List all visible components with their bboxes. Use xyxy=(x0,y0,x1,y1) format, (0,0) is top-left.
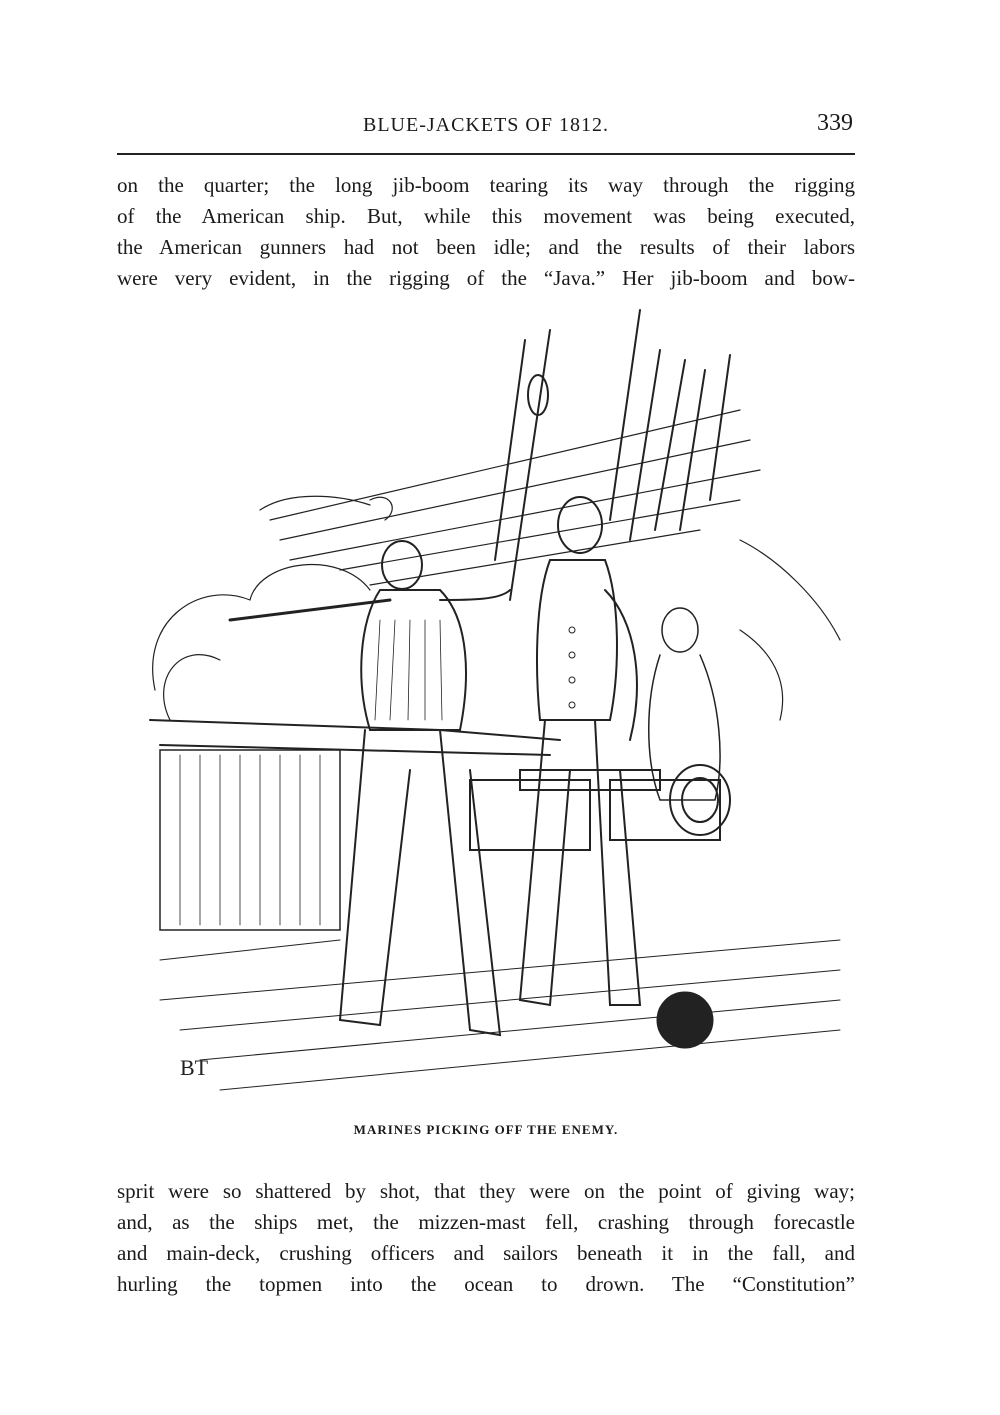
deck-planks xyxy=(160,940,840,1090)
running-head xyxy=(117,108,855,148)
smoke-clouds xyxy=(153,496,840,720)
text-line: hurling the topmen into the ocean to drown. The “Constitution” xyxy=(117,1272,855,1296)
header-rule xyxy=(117,153,855,155)
artist-monogram: BT xyxy=(180,1055,209,1080)
officer-standing-figure xyxy=(520,497,640,1005)
text-line: and, as the ships met, the mizzen-mast fell, crashing through forecastle xyxy=(117,1210,855,1234)
text-line: and main-deck, crushing officers and sailors beneath it in the fall, and xyxy=(117,1241,855,1265)
text-line: the American gunners had not been idle; and the results of their labors xyxy=(117,235,855,259)
text-line: sprit were so shattered by shot, that they were on the point of giving way; xyxy=(117,1179,855,1203)
cannonball xyxy=(657,992,713,1048)
page-number: 339 xyxy=(817,110,853,136)
illustration-marines xyxy=(140,300,860,1100)
engraving-drawing xyxy=(140,300,860,1100)
ship-bulwark xyxy=(150,720,560,930)
text-line: on the quarter; the long jib-boom tearing its way through the rigging xyxy=(117,173,855,197)
rigging-lines xyxy=(495,310,730,600)
running-title: BLUE-JACKETS OF 1812. xyxy=(362,114,609,136)
marine-aiming-figure xyxy=(340,541,510,1035)
paragraph-bottom xyxy=(117,1176,855,1300)
figure-caption: MARINES PICKING OFF THE ENEMY. xyxy=(353,1122,619,1137)
text-line: of the American ship. But, while this movement was being executed, xyxy=(117,204,855,228)
text-line: were very evident, in the rigging of the “Java.” Her jib-boom and bow- xyxy=(117,266,855,290)
paragraph-top xyxy=(117,170,855,294)
